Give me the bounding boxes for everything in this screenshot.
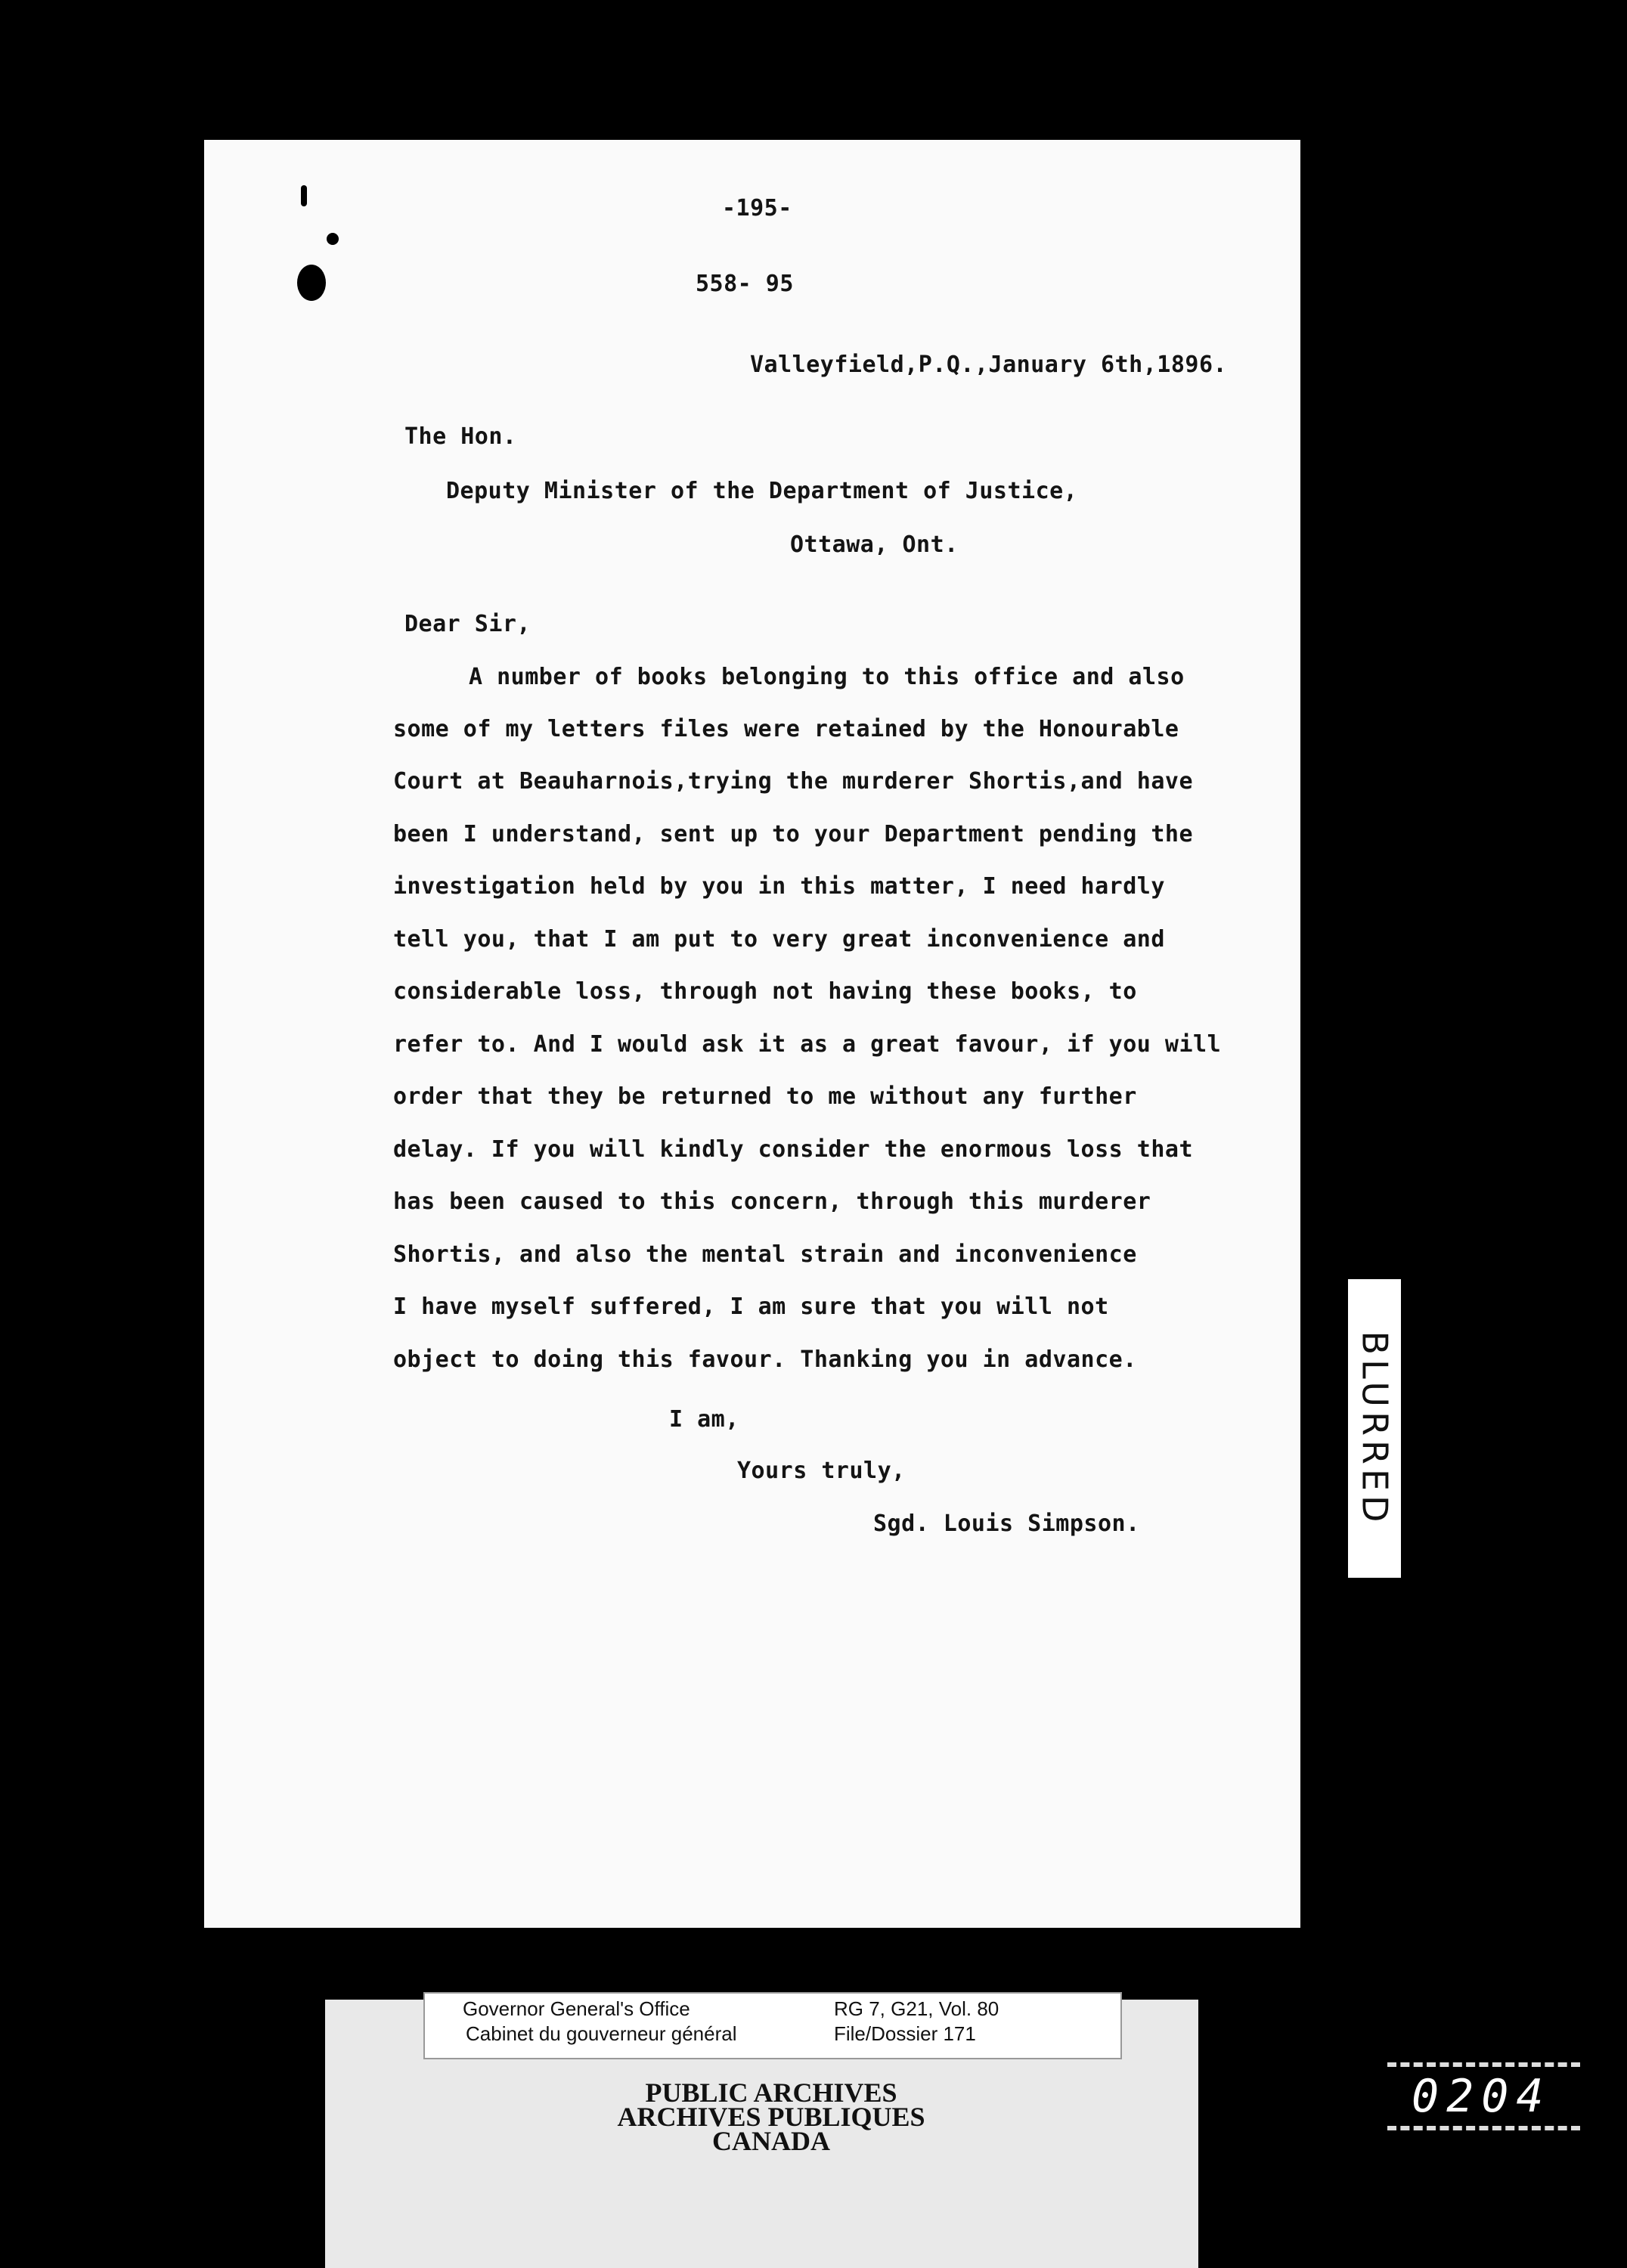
place-and-date: Valleyfield,P.Q.,January 6th,1896. (750, 352, 1228, 378)
body-line: A number of books belonging to this office and also (469, 664, 1185, 690)
body-line: been I understand, sent up to your Department pending the (393, 821, 1194, 847)
archive-reference: RG 7, G21, Vol. 80 (834, 1997, 999, 2020)
body-line: some of my letters files were retained by the Honourable (393, 716, 1179, 742)
ink-speck (301, 185, 307, 206)
punch-hole-mark (297, 265, 326, 301)
closing-line: Yours truly, (737, 1458, 906, 1484)
office-name-fr: Cabinet du gouverneur général (466, 2022, 737, 2045)
archive-file: File/Dossier 171 (834, 2022, 976, 2045)
body-line: I have myself suffered, I am sure that you will not (393, 1294, 1109, 1320)
body-line: object to doing this favour. Thanking you in advance. (393, 1346, 1137, 1373)
body-line: has been caused to this concern, through this murderer (393, 1188, 1151, 1215)
body-line: delay. If you will kindly consider the enormous loss that (393, 1136, 1194, 1163)
addressee: Deputy Minister of the Department of Justice, (446, 478, 1078, 504)
blurred-annotation-tag (1348, 1279, 1401, 1578)
archives-line-en: PUBLIC ARCHIVES (645, 2077, 897, 2108)
public-archives-stamp (575, 2077, 968, 2156)
body-line: considerable loss, through not having these books, to (393, 978, 1137, 1005)
file-reference: 558- 95 (696, 271, 794, 297)
ink-speck (327, 233, 339, 245)
body-line: Shortis, and also the mental strain and inconvenience (393, 1241, 1137, 1268)
signature-line: Sgd. Louis Simpson. (873, 1510, 1140, 1537)
office-name-en: Governor General's Office (463, 1997, 690, 2020)
body-line: order that they be returned to me without any further (393, 1083, 1137, 1110)
body-line: investigation held by you in this matter, I need hardly (393, 873, 1165, 900)
body-line: tell you, that I am put to very great inconvenience and (393, 926, 1165, 953)
salutation: Dear Sir, (404, 611, 531, 637)
archives-line-fr: ARCHIVES PUBLIQUES (617, 2102, 925, 2132)
address-city: Ottawa, Ont. (790, 531, 959, 558)
body-line: Court at Beauharnois,trying the murderer Shortis,and have (393, 768, 1194, 795)
body-line: refer to. And I would ask it as a great favour, if you will (393, 1031, 1222, 1058)
page-number: -195- (722, 195, 792, 222)
archives-line-country: CANADA (712, 2126, 830, 2156)
blurred-annotation-text: BLURRED (1354, 1331, 1396, 1526)
microfilm-frame-counter (1387, 2062, 1580, 2130)
addressee-title: The Hon. (404, 423, 517, 450)
closing-line: I am, (669, 1406, 739, 1433)
frame-number: 0204 (1412, 2070, 1551, 2123)
